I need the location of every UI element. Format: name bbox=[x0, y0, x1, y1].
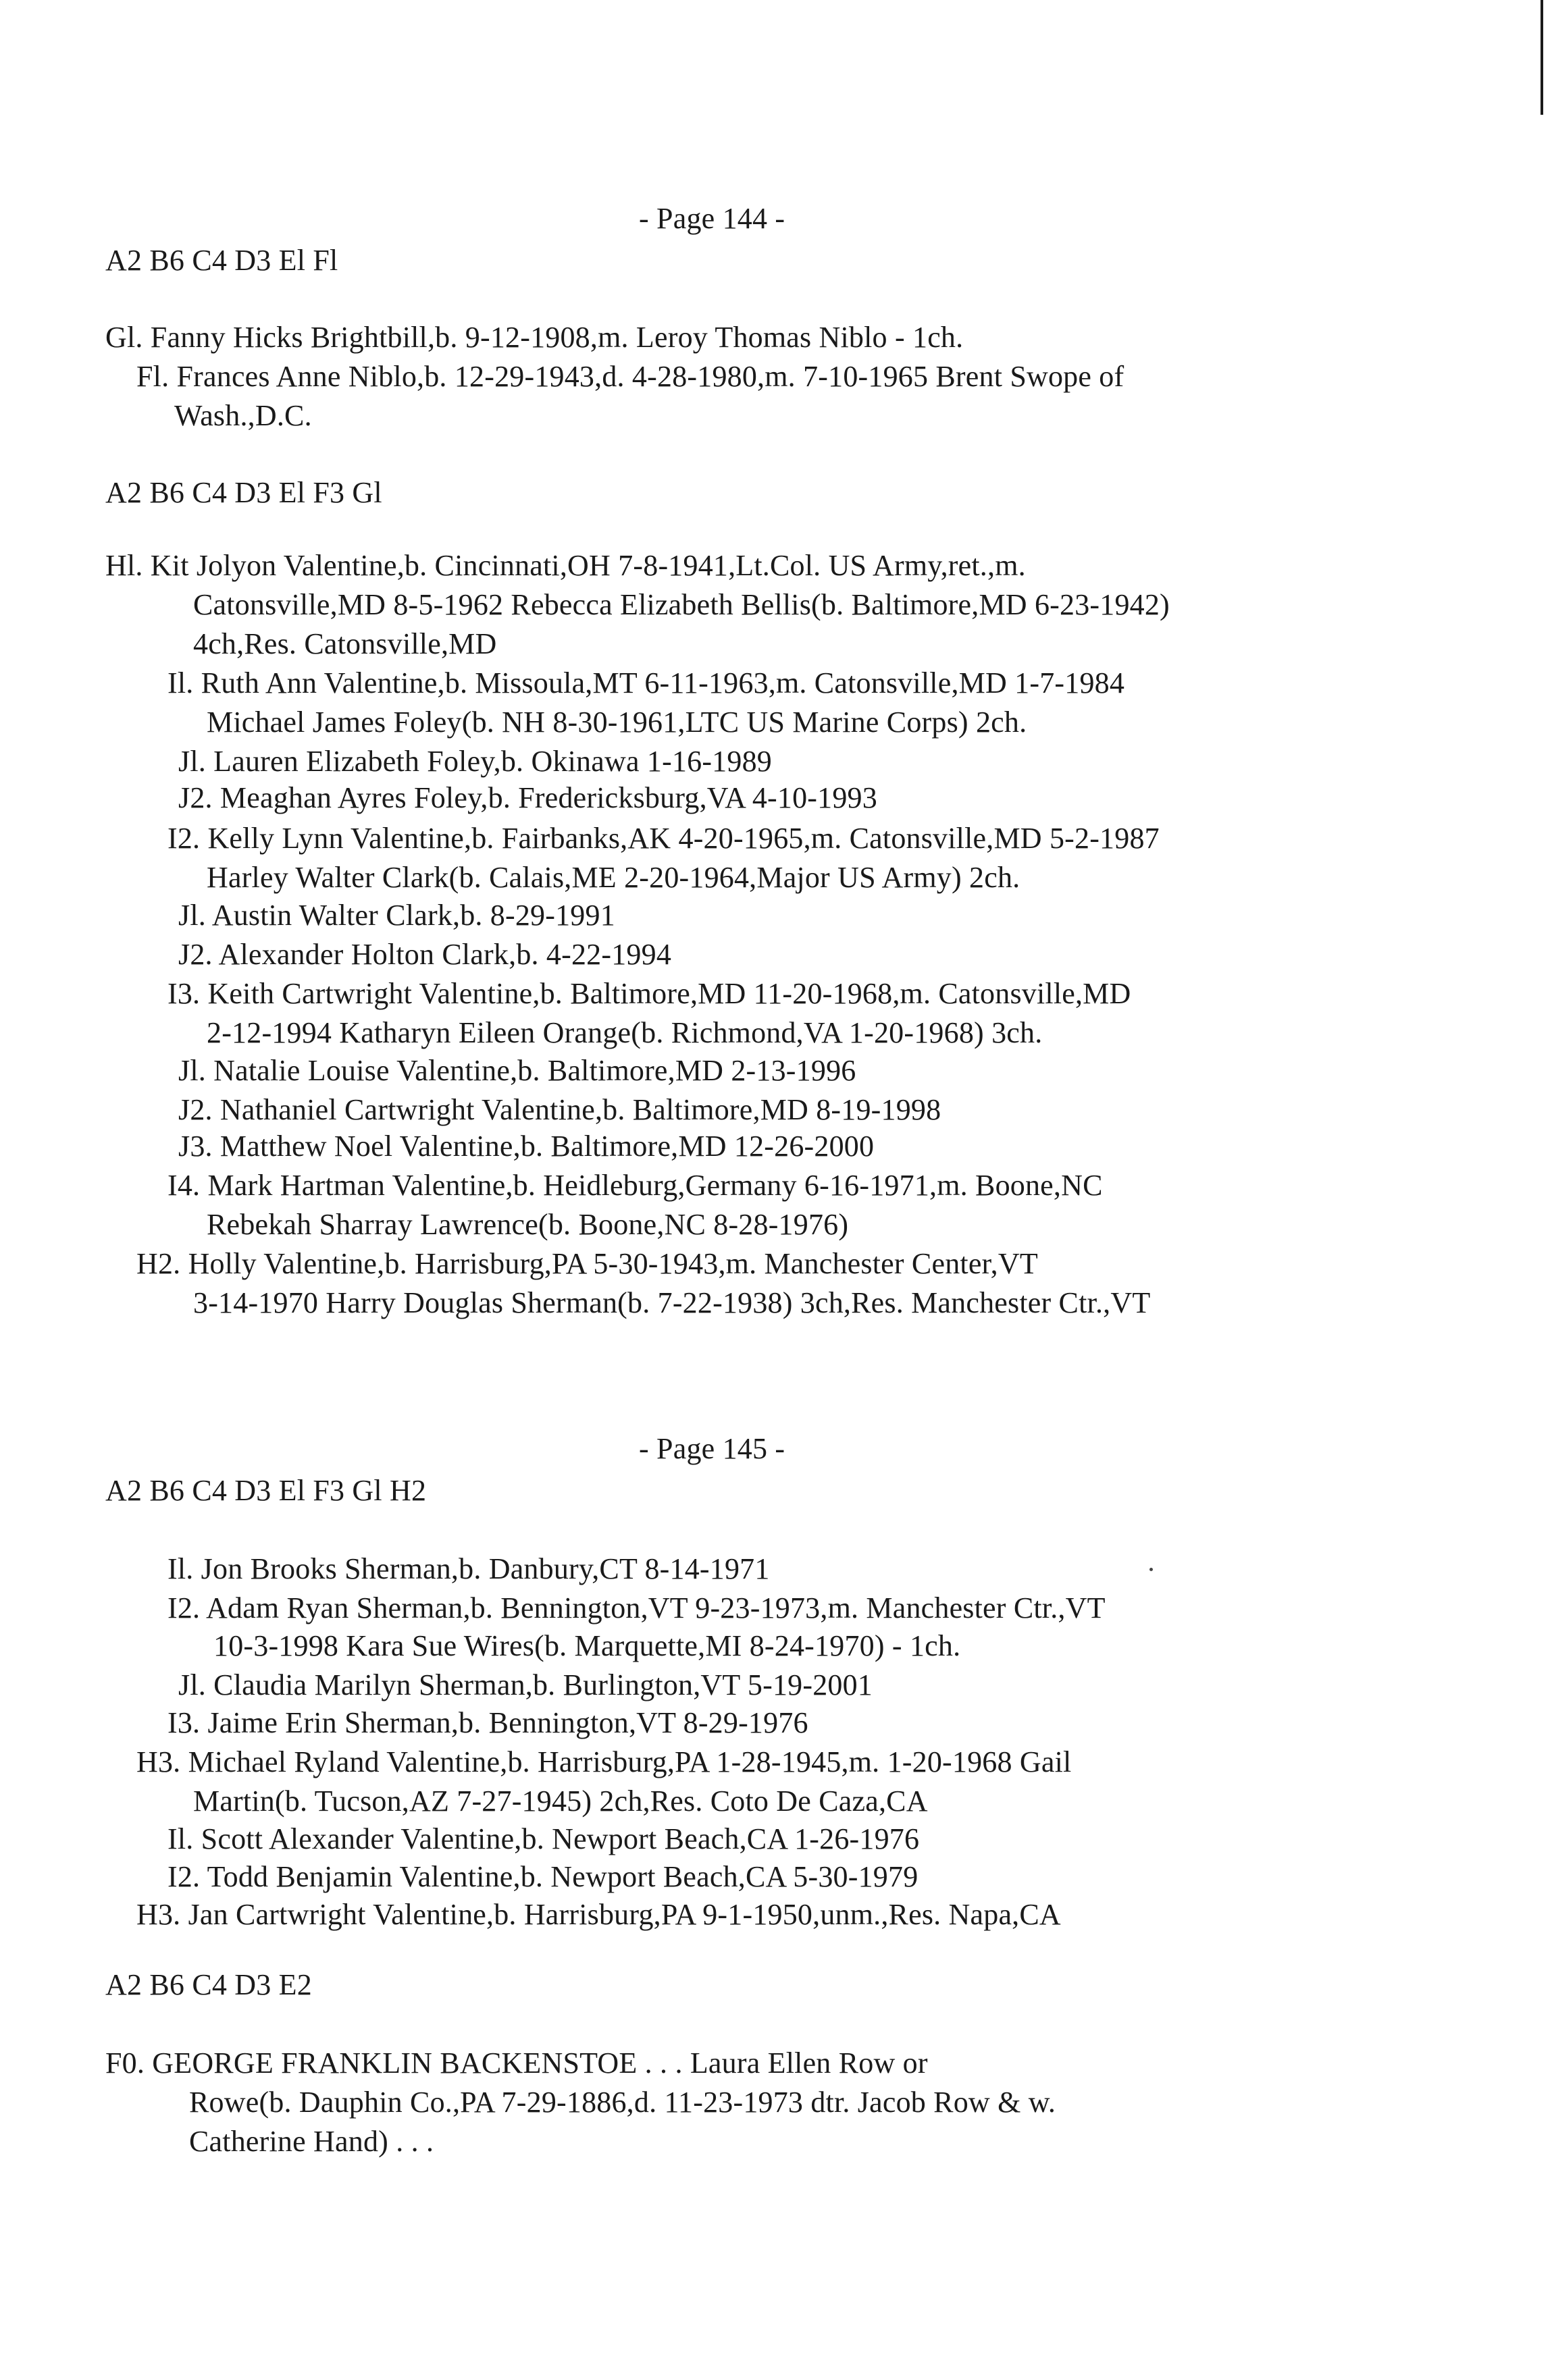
entry-line: J2. Alexander Holton Clark,b. 4-22-1994 bbox=[178, 938, 672, 971]
entry-line: Il. Jon Brooks Sherman,b. Danbury,CT 8-14-1971 bbox=[167, 1552, 770, 1585]
entry-line: Michael James Foley(b. NH 8-30-1961,LTC US Marine Corps) 2ch. bbox=[207, 706, 1027, 739]
entry-line: I3. Keith Cartwright Valentine,b. Baltimore,MD 11-20-1968,m. Catonsville,MD bbox=[167, 977, 1131, 1010]
entry-line: I4. Mark Hartman Valentine,b. Heidleburg,Germany 6-16-1971,m. Boone,NC bbox=[167, 1169, 1103, 1202]
entry-line: Il. Scott Alexander Valentine,b. Newport Beach,CA 1-26-1976 bbox=[167, 1822, 920, 1855]
entry-line: I3. Jaime Erin Sherman,b. Bennington,VT 8-29-1976 bbox=[167, 1706, 808, 1739]
lineage-heading-4: A2 B6 C4 D3 E2 bbox=[105, 1968, 312, 2001]
entry-line: H3. Michael Ryland Valentine,b. Harrisburg,PA 1-28-1945,m. 1-20-1968 Gail bbox=[136, 1745, 1072, 1778]
entry-line: 2-12-1994 Katharyn Eileen Orange(b. Richmond,VA 1-20-1968) 3ch. bbox=[207, 1016, 1043, 1049]
entry-line: J2. Meaghan Ayres Foley,b. Fredericksburg,VA 4-10-1993 bbox=[178, 781, 877, 814]
entry-line: Jl. Lauren Elizabeth Foley,b. Okinawa 1-16-1989 bbox=[178, 745, 772, 778]
lineage-heading-3: A2 B6 C4 D3 El F3 Gl H2 bbox=[105, 1474, 427, 1507]
entry-line: I2. Todd Benjamin Valentine,b. Newport Beach,CA 5-30-1979 bbox=[167, 1860, 919, 1893]
entry-line: Martin(b. Tucson,AZ 7-27-1945) 2ch,Res. Coto De Caza,CA bbox=[193, 1784, 928, 1818]
entry-line: Jl. Natalie Louise Valentine,b. Baltimore,MD 2-13-1996 bbox=[178, 1054, 856, 1087]
scan-speck bbox=[1149, 1568, 1153, 1571]
lineage-heading-2: A2 B6 C4 D3 El F3 Gl bbox=[105, 476, 382, 509]
entry-line: J2. Nathaniel Cartwright Valentine,b. Baltimore,MD 8-19-1998 bbox=[178, 1093, 941, 1126]
entry-line: 10-3-1998 Kara Sue Wires(b. Marquette,MI 8-24-1970) - 1ch. bbox=[213, 1629, 961, 1662]
entry-line: 3-14-1970 Harry Douglas Sherman(b. 7-22-1938) 3ch,Res. Manchester Ctr.,VT bbox=[193, 1286, 1151, 1319]
entry-line: J3. Matthew Noel Valentine,b. Baltimore,MD 12-26-2000 bbox=[178, 1130, 875, 1163]
scan-edge-line bbox=[1541, 0, 1543, 115]
entry-line: I2. Kelly Lynn Valentine,b. Fairbanks,AK 4-20-1965,m. Catonsville,MD 5-2-1987 bbox=[167, 822, 1160, 855]
entry-line: 4ch,Res. Catonsville,MD bbox=[193, 627, 497, 660]
lineage-heading-1: A2 B6 C4 D3 El Fl bbox=[105, 244, 338, 277]
page-number-144: - Page 144 - bbox=[639, 202, 785, 235]
entry-line: Gl. Fanny Hicks Brightbill,b. 9-12-1908,m. Leroy Thomas Niblo - 1ch. bbox=[105, 321, 964, 354]
page-number-145: - Page 145 - bbox=[639, 1432, 785, 1465]
entry-line: I2. Adam Ryan Sherman,b. Bennington,VT 9-23-1973,m. Manchester Ctr.,VT bbox=[167, 1591, 1106, 1624]
entry-line: Rebekah Sharray Lawrence(b. Boone,NC 8-28-1976) bbox=[207, 1208, 849, 1241]
entry-line: Hl. Kit Jolyon Valentine,b. Cincinnati,OH 7-8-1941,Lt.Col. US Army,ret.,m. bbox=[105, 549, 1026, 582]
entry-line: Jl. Austin Walter Clark,b. 8-29-1991 bbox=[178, 899, 615, 932]
entry-line: Fl. Frances Anne Niblo,b. 12-29-1943,d. 4-28-1980,m. 7-10-1965 Brent Swope of bbox=[136, 360, 1124, 393]
entry-line: Catonsville,MD 8-5-1962 Rebecca Elizabeth Bellis(b. Baltimore,MD 6-23-1942) bbox=[193, 588, 1170, 621]
entry-line: Rowe(b. Dauphin Co.,PA 7-29-1886,d. 11-23-1973 dtr. Jacob Row & w. bbox=[189, 2086, 1056, 2119]
entry-line: Wash.,D.C. bbox=[174, 399, 312, 432]
entry-line: Jl. Claudia Marilyn Sherman,b. Burlington,VT 5-19-2001 bbox=[178, 1668, 873, 1701]
entry-line: H2. Holly Valentine,b. Harrisburg,PA 5-30-1943,m. Manchester Center,VT bbox=[136, 1247, 1038, 1280]
entry-line: Catherine Hand) . . . bbox=[189, 2125, 434, 2158]
entry-line: Harley Walter Clark(b. Calais,ME 2-20-1964,Major US Army) 2ch. bbox=[207, 861, 1020, 894]
entry-line: Il. Ruth Ann Valentine,b. Missoula,MT 6-11-1963,m. Catonsville,MD 1-7-1984 bbox=[167, 666, 1125, 699]
entry-line: H3. Jan Cartwright Valentine,b. Harrisburg,PA 9-1-1950,unm.,Res. Napa,CA bbox=[136, 1898, 1061, 1931]
entry-line: F0. GEORGE FRANKLIN BACKENSTOE . . . Laura Ellen Row or bbox=[105, 2046, 928, 2080]
